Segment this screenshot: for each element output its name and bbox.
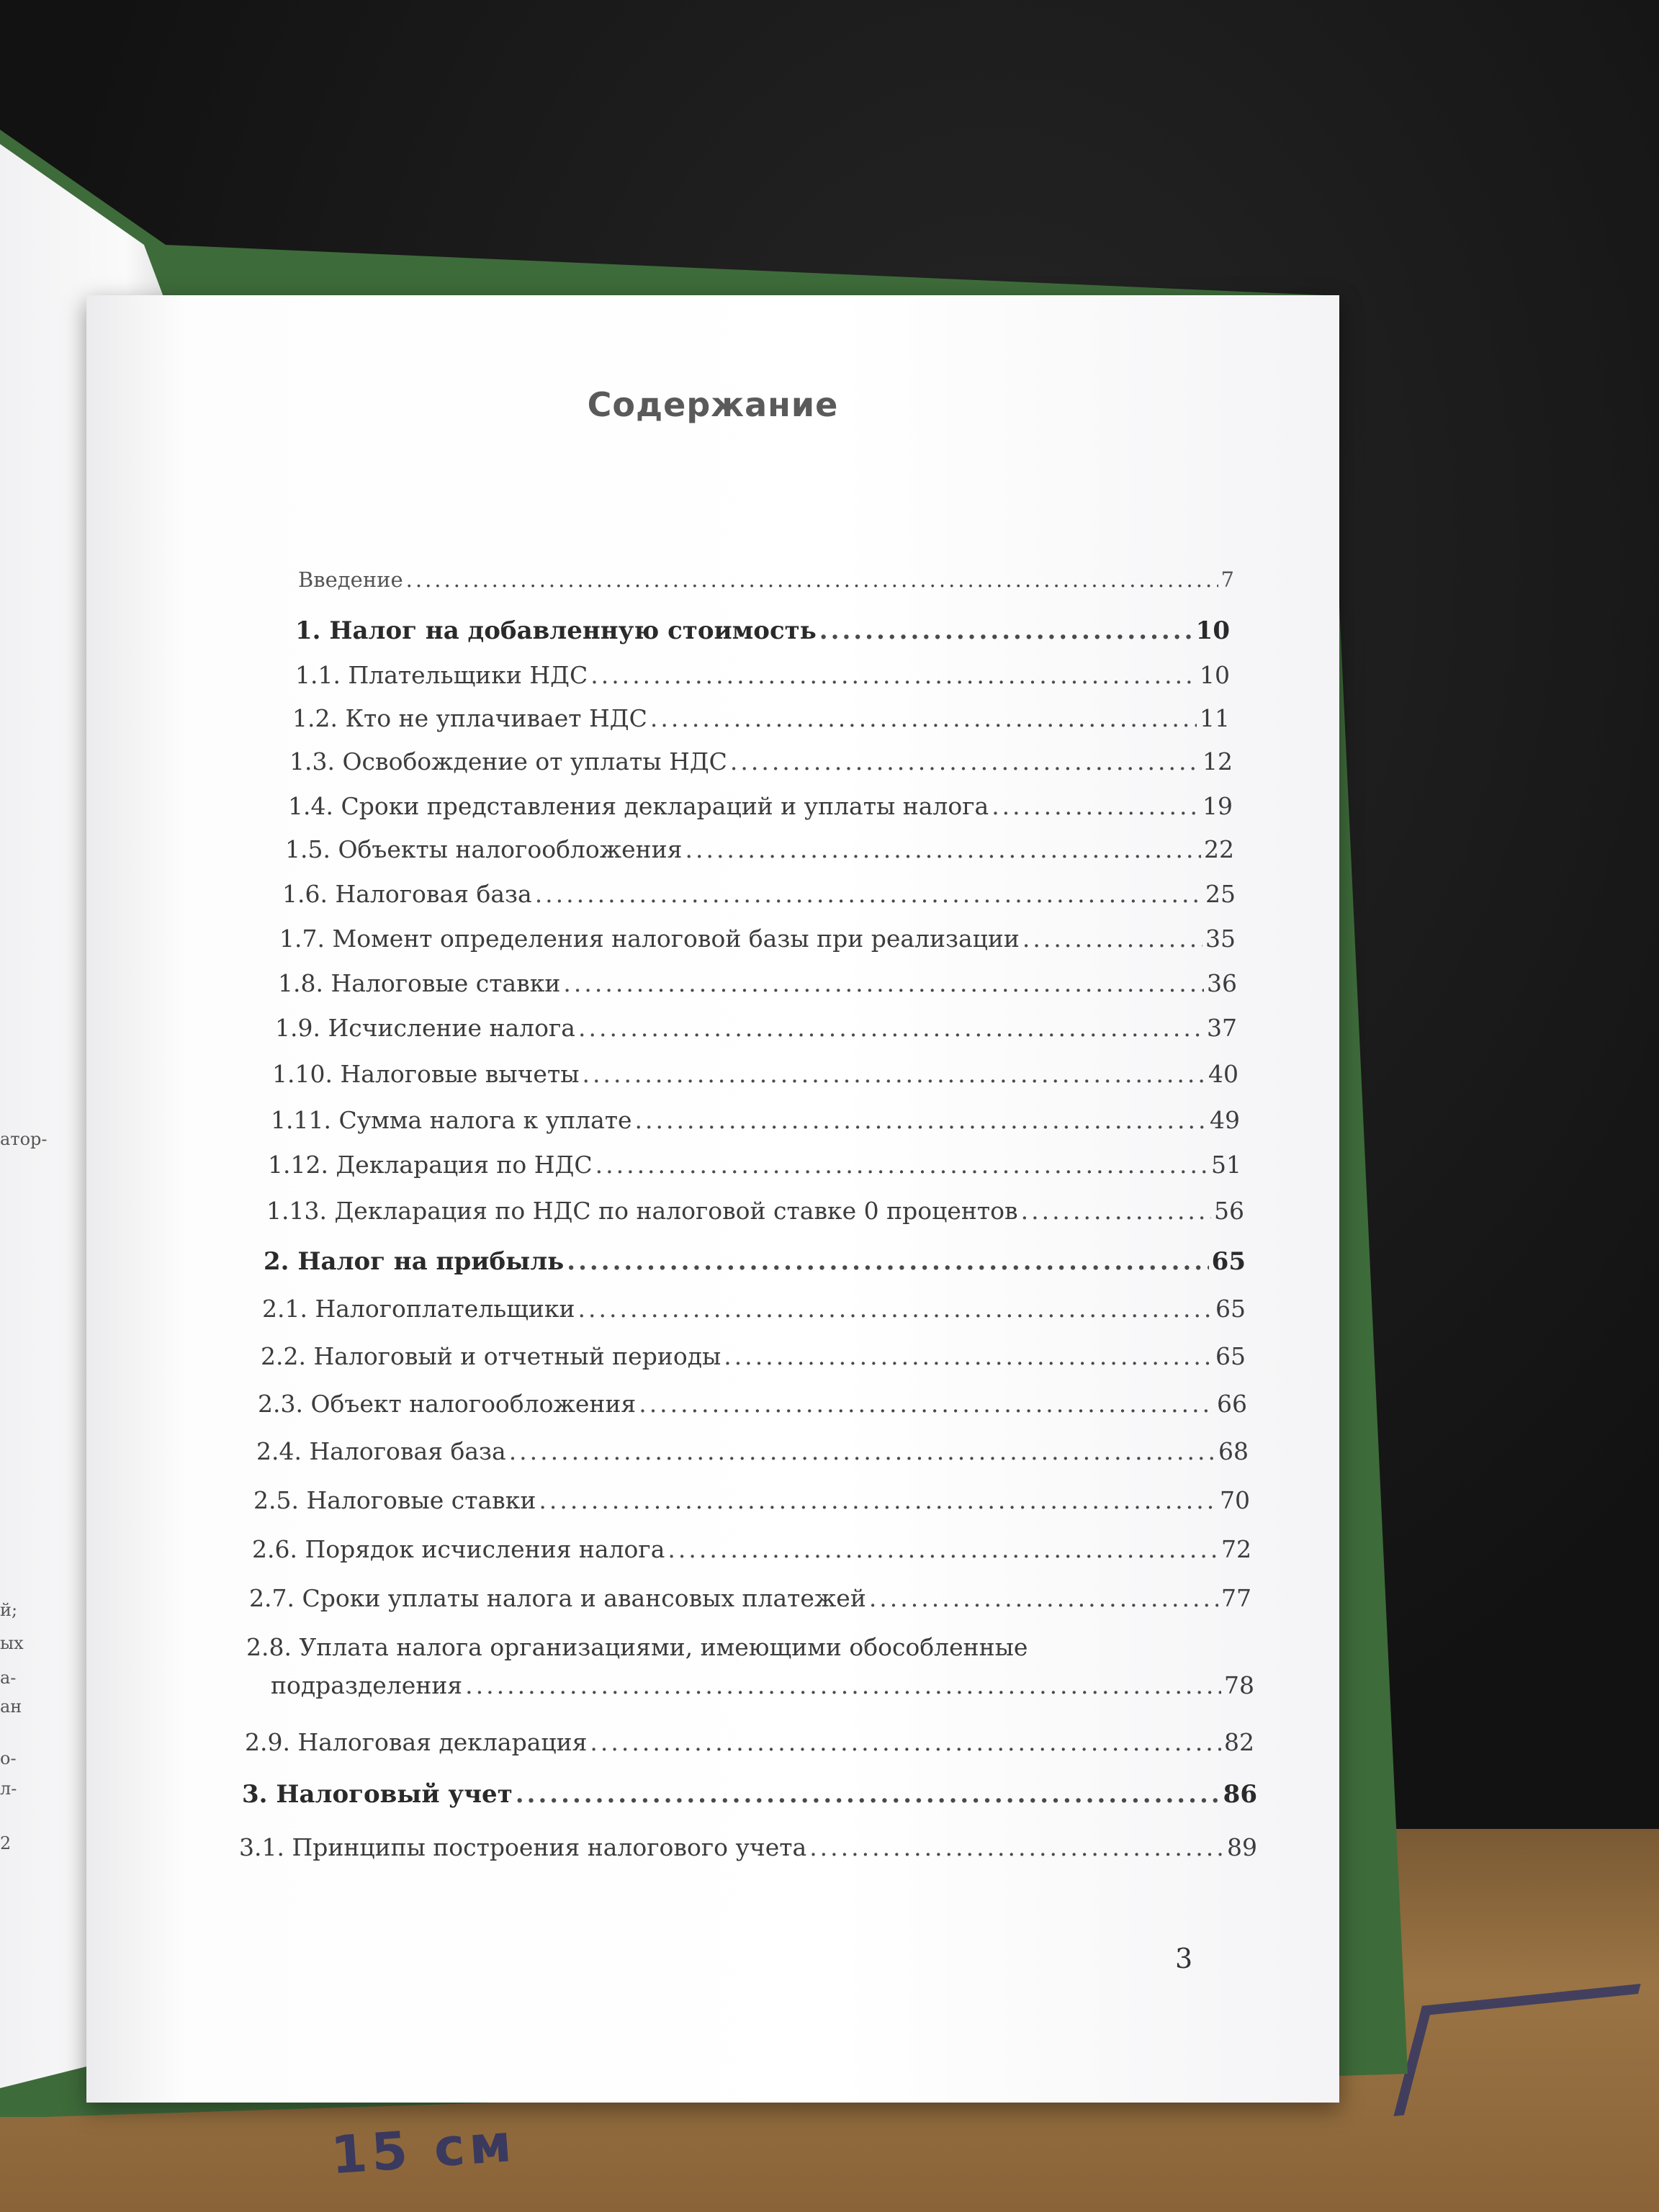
toc-entry: 1.13. Декларация по НДС по налоговой ставке 0 процентов ..... 56	[266, 1197, 1244, 1225]
page-number: 3	[1175, 1943, 1193, 1974]
toc-entry: 2.9. Налоговая декларация ..... 82	[245, 1728, 1254, 1756]
left-fragment: ан	[0, 1696, 22, 1717]
toc-entry: 1.12. Декларация по НДС ..... 51	[268, 1151, 1241, 1179]
toc-entry-chapter-2: 2. Налог на прибыль ..... 65	[264, 1247, 1246, 1276]
table-of-contents	[86, 295, 1339, 2103]
toc-entry: 1.11. Сумма налога к уплате ..... 49	[271, 1106, 1240, 1134]
toc-entry: 1.9. Исчисление налога ..... 37	[275, 1014, 1237, 1042]
left-fragment: 2	[0, 1833, 12, 1853]
book-page	[86, 295, 1339, 2103]
page-title: Содержание	[587, 385, 839, 424]
toc-entry-wrapped: 2.8. Уплата налога организациями, имеющими обособленные подразделения ..... 78	[246, 1633, 1254, 1699]
toc-entry: 2.6. Порядок исчисления налога ..... 72	[252, 1535, 1251, 1563]
toc-entry: 2.4. Налоговая база ..... 68	[256, 1437, 1249, 1465]
toc-entry: 3.1. Принципы построения налогового учета ..... 89	[239, 1833, 1257, 1861]
left-fragment: л-	[0, 1779, 17, 1799]
toc-entry: 1.7. Момент определения налоговой базы при реализации ..... 35	[279, 925, 1236, 953]
left-page-text-fragments	[0, 0, 48, 2212]
left-fragment: й;	[0, 1600, 18, 1620]
left-fragment: а-	[0, 1668, 17, 1688]
toc-entry: 2.5. Налоговые ставки ..... 70	[253, 1486, 1250, 1514]
toc-entry: 2.7. Сроки уплаты налога и авансовых платежей ..... 77	[249, 1584, 1251, 1612]
left-fragment: ых	[0, 1633, 24, 1653]
toc-entry: 2.3. Объект налогообложения ..... 66	[258, 1390, 1247, 1418]
toc-entry: 1.6. Налоговая база ..... 25	[282, 880, 1236, 908]
toc-entry: 1.1. Плательщики НДС ..... 10	[295, 661, 1230, 689]
toc-entry: 1.3. Освобождение от уплаты НДС ..... 12	[289, 747, 1233, 775]
toc-entry-chapter-1: 1. Налог на добавленную стоимость ..... 10	[295, 616, 1230, 645]
left-fragment: атор-	[0, 1129, 48, 1149]
toc-entry: 1.8. Налоговые ставки ..... 36	[278, 969, 1237, 997]
toc-entry: 2.1. Налогоплательщики ..... 65	[262, 1295, 1246, 1323]
toc-entry: 1.2. Кто не уплачивает НДС ..... 11	[292, 704, 1230, 732]
toc-entry: 1.4. Сроки представления деклараций и уплаты налога ..... 19	[288, 792, 1233, 820]
toc-entry-intro: Введение ..... 7	[298, 567, 1234, 592]
left-fragment: о-	[0, 1748, 17, 1768]
toc-entry: 1.5. Объекты налогообложения ..... 22	[285, 835, 1234, 863]
table-ruler-print: 15 см	[328, 2112, 518, 2186]
toc-entry-chapter-3: 3. Налоговый учет ..... 86	[242, 1780, 1257, 1809]
toc-entry: 1.10. Налоговые вычеты ..... 40	[272, 1060, 1238, 1088]
toc-entry: 2.2. Налоговый и отчетный периоды ..... 65	[261, 1342, 1246, 1370]
